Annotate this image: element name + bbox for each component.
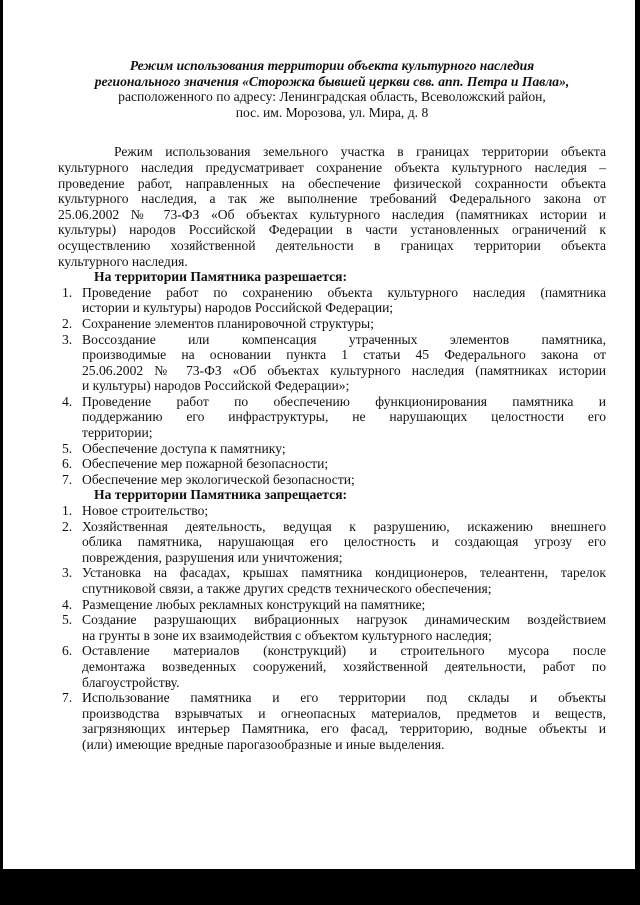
list-item-number: 5. <box>62 440 73 456</box>
list-item-number: 6. <box>62 456 73 472</box>
list-item-line: Обеспечение мер пожарной безопасности; <box>82 456 329 472</box>
list-item-number: 4. <box>62 596 73 612</box>
intro-line: культуры) народов Российской Федерации в части установленных ограничений к <box>58 222 606 238</box>
list-item-line: Обеспечение мер экологической безопасности; <box>82 471 355 487</box>
title-line-1: Режим использования территории объекта культурного наследия <box>129 58 535 73</box>
list-item-line: Проведение работ по сохранению объекта культурного наследия (памятника <box>82 284 606 300</box>
intro-line: культурного наследия, а так же выполнение требований Федерального закона от <box>58 191 606 207</box>
list-item-line: Установка на фасадах, крышах памятника кондиционеров, телеантенн, тарелок <box>82 565 606 581</box>
list-item <box>58 456 606 472</box>
list-item <box>58 472 606 488</box>
intro-line: осуществлению хозяйственной деятельности в границах территории объекта <box>58 237 606 253</box>
prohibited-heading: На территории Памятника запрещается: <box>94 487 348 503</box>
list-item-number: 2. <box>62 315 73 331</box>
list-item <box>58 332 606 394</box>
intro-line: Режим использования земельного участка в границах территории объекта <box>114 144 606 160</box>
list-item-line: и культуры) народов Российской Федерации»; <box>82 378 350 394</box>
title-line-2: регионального значения «Сторожка бывшей церкви свв. апп. Петра и Павла», <box>94 73 570 89</box>
permitted-heading: На территории Памятника разрешается: <box>94 269 347 285</box>
title-line-4: пос. им. Морозова, ул. Мира, д. 8 <box>235 104 429 120</box>
list-item-line: Воссоздание или компенсация утраченных элементов памятника, <box>82 331 606 347</box>
document-title <box>58 58 606 120</box>
document-page <box>58 58 606 753</box>
list-item-number: 6. <box>62 643 73 659</box>
list-item-number: 4. <box>62 393 73 409</box>
intro-paragraph <box>58 144 606 269</box>
list-item <box>58 441 606 457</box>
list-item-line: 25.06.2002 № 73-ФЗ «Об объектах культурного наследия (памятниках истории <box>82 362 606 378</box>
list-item-line: Проведение работ по обеспечению функционирования памятника и <box>82 393 606 409</box>
list-item-line: производимые на основании пункта 1 статьи 45 Федерального закона от <box>82 347 606 363</box>
list-item-line: демонтажа возведенных сооружений, хозяйственной деятельности, работ по <box>82 658 606 674</box>
list-item-number: 1. <box>62 503 73 519</box>
list-item-line: облика памятника, нарушающая его целостность и создающая угрозу его <box>82 534 606 550</box>
list-item-line: повреждения, разрушения или уничтожения; <box>82 549 343 565</box>
list-item <box>58 597 606 613</box>
list-item <box>58 690 606 752</box>
list-item-line: производства взрывчатых и огнеопасных материалов, предметов и веществ, <box>82 705 606 721</box>
list-item-number: 7. <box>62 690 73 706</box>
list-item-number: 5. <box>62 612 73 628</box>
list-item-line: (или) имеющие вредные парогазообразные и иные выделения. <box>82 736 445 752</box>
list-item-line: Оставление материалов (конструкций) и строительного мусора после <box>82 643 606 659</box>
list-item-number: 7. <box>62 471 73 487</box>
list-item-line: спутниковой связи, а также других средств технического обеспечения; <box>82 581 492 596</box>
list-item-line: на грунты в зоне их взаимодействия с объектом культурного наследия; <box>82 627 492 643</box>
list-item <box>58 503 606 519</box>
intro-line: 25.06.2002 № 73-ФЗ «Об объектах культурного наследия (памятниках истории и <box>58 206 606 222</box>
list-item <box>58 643 606 690</box>
list-item-line: Создание разрушающих вибрационных нагрузок динамическим воздействием <box>82 612 606 628</box>
list-item-number: 2. <box>62 518 73 534</box>
list-item-line: Размещение любых рекламных конструкций на памятнике; <box>82 596 426 612</box>
intro-line: культурного наследия предусматривает сохранение объекта культурного наследия – <box>58 159 606 175</box>
list-item-line: благоустройству. <box>82 674 180 690</box>
intro-line: культурного наследия. <box>58 253 188 269</box>
list-item-line: территории; <box>82 425 153 441</box>
scan-edge-right <box>635 0 640 870</box>
scan-edge-left <box>0 0 3 870</box>
list-item-number: 3. <box>62 565 73 581</box>
list-item <box>58 565 606 596</box>
scan-edge-bottom <box>0 869 640 905</box>
permitted-list <box>58 285 606 488</box>
list-item-line: Новое строительство; <box>82 503 209 519</box>
list-item <box>58 285 606 316</box>
list-item-line: загрязняющих интерьер Памятника, его фасад, территорию, водные объекты и <box>82 721 606 737</box>
list-item-number: 3. <box>62 331 73 347</box>
list-item-line: поддержанию его инфраструктуры, не нарушающих целостности его <box>82 409 606 425</box>
list-item <box>58 316 606 332</box>
title-line-3: расположенного по адресу: Ленинградская область, Всеволожский район, <box>118 89 546 105</box>
list-item <box>58 519 606 566</box>
intro-line: проведение работ, направленных на обеспечение физической сохранности объекта <box>58 175 606 191</box>
list-item-line: истории и культуры) народов Российской Федерации; <box>82 300 394 316</box>
list-item-line: Хозяйственная деятельность, ведущая к разрушению, искажению внешнего <box>82 518 606 534</box>
list-item-line: Обеспечение доступа к памятнику; <box>82 440 286 456</box>
list-item-line: Использование памятника и его территории под склады и объекты <box>82 690 606 706</box>
list-item <box>58 394 606 441</box>
list-item-line: Сохранение элементов планировочной структуры; <box>82 315 374 331</box>
list-item-number: 1. <box>62 284 73 300</box>
list-item <box>58 612 606 643</box>
prohibited-list <box>58 503 606 753</box>
